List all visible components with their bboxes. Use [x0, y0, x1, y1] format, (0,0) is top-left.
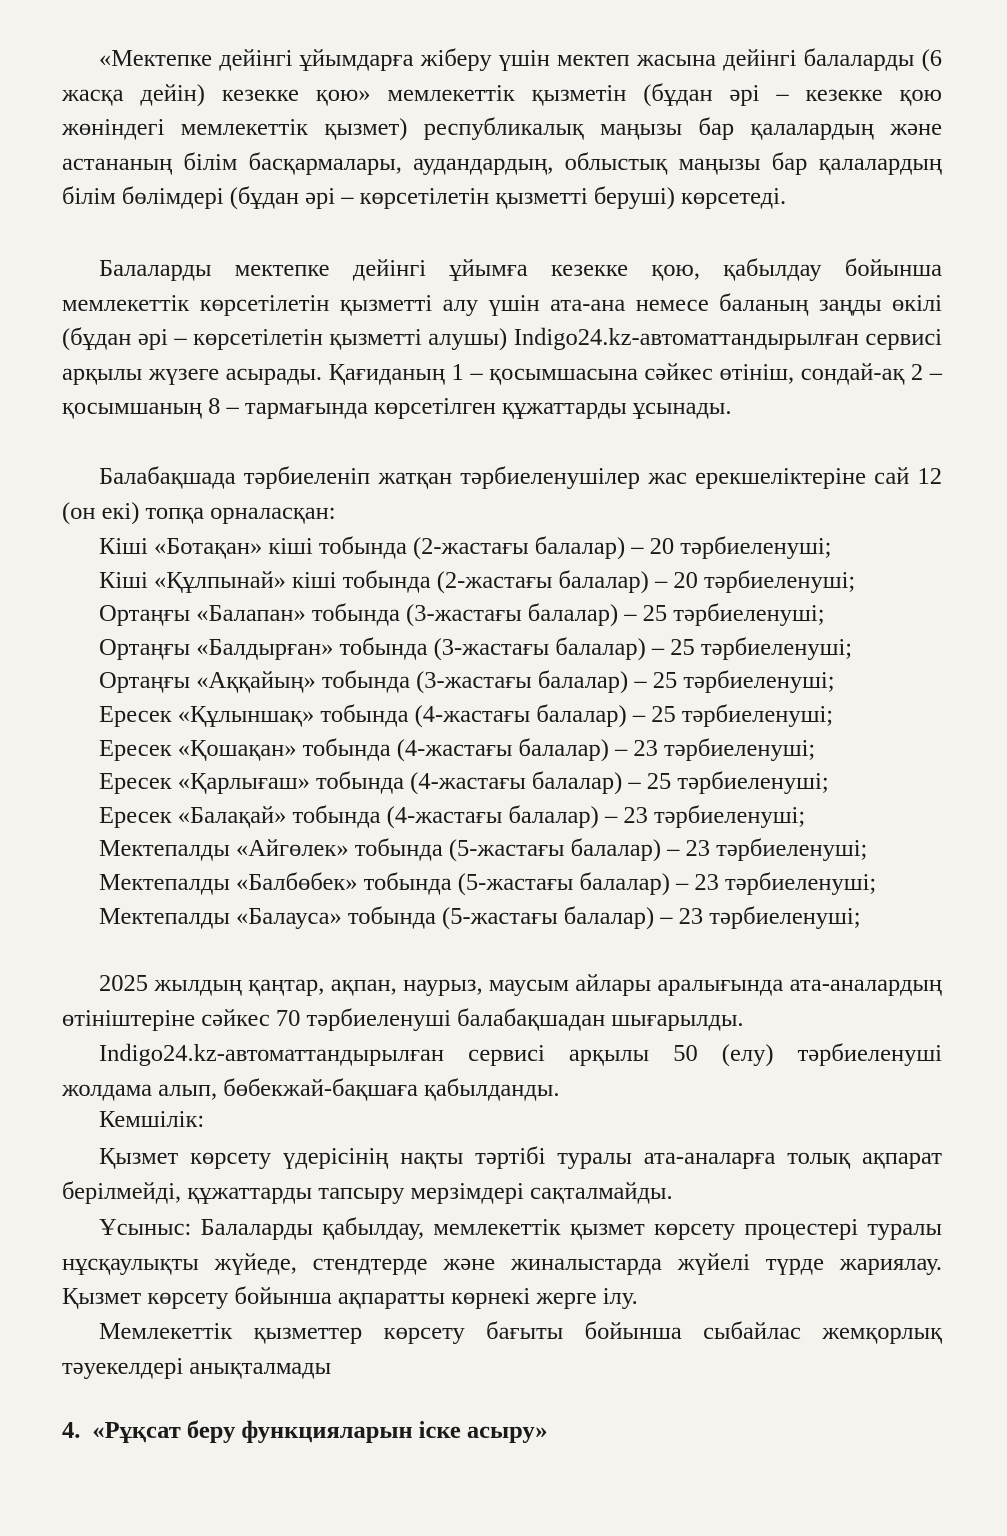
- list-item: Ортаңғы «Аққайың» тобында (3-жастағы балалар) – 25 тәрбиеленуші;: [99, 667, 835, 695]
- list-item: Ересек «Қошақан» тобында (4-жастағы балалар) – 23 тәрбиеленуші;: [99, 734, 816, 762]
- list-item: Кіші «Ботақан» кіші тобында (2-жастағы балалар) – 20 тәрбиеленуші;: [99, 533, 832, 560]
- list-item: Ересек «Қарлығаш» тобында (4-жастағы балалар) – 25 тәрбиеленуші;: [99, 768, 829, 796]
- list-item: Ортаңғы «Балдырған» тобында (3-жастағы балалар) – 25 тәрбиеленуші;: [99, 633, 853, 661]
- list-item: Ересек «Құлыншақ» тобында (4-жастағы балалар) – 25 тәрбиеленуші;: [99, 700, 834, 728]
- section-heading: [62, 1414, 548, 1449]
- list-item: Мектепалды «Балауса» тобында (5-жастағы балалар) – 23 тәрбиеленуші;: [99, 902, 861, 930]
- paragraph-corruption-risks: Мемлекеттік қызметтер көрсету бағыты бойынша сыбайлас жемқорлық тәуекелдері анықталмады: [62, 1318, 942, 1380]
- paragraph-queue-service: «Мектепке дейінгі ұйымдарға жіберу үшін мектеп жасына дейінгі балаларды (6 жасқа дейін) кезекке қою» мемлекеттік қызметін (бұдан әрі – кезекке қою жөніндегі мемлекеттік қызмет) республикалық маңызы бар қалалардың және астананың білім басқармалары, аудандардың, облыстық маңызы бар қалалардың білім бөлімдері (бұдан әрі – көрсетілетін қызметті беруші) көрсетеді.: [62, 45, 942, 211]
- list-item: Ересек «Балақай» тобында (4-жастағы балалар) – 23 тәрбиеленуші;: [99, 801, 806, 829]
- section-title: «Рұқсат беру функцияларын іске асыру»: [92, 1417, 548, 1444]
- list-item: Кіші «Құлпынай» кіші тобында (2-жастағы балалар) – 20 тәрбиеленуші;: [99, 566, 856, 594]
- paragraph-withdrawn: 2025 жылдың қаңтар, ақпан, наурыз, маусым айлары аралығында ата-аналардың өтініштеріне сәйкес 70 тәрбиеленуші балабақшадан шығарылды.: [62, 970, 942, 1032]
- list-item: Мектепалды «Айгөлек» тобында (5-жастағы балалар) – 23 тәрбиеленуші;: [99, 835, 868, 863]
- paragraph-admitted: Indigo24.kz-автоматтандырылған сервисі арқылы 50 (елу) тәрбиеленуші жолдама алып, бөбекжай-бақшаға қабылданды.: [62, 1040, 942, 1102]
- section-number: 4.: [62, 1417, 81, 1444]
- groups-list: [99, 530, 876, 933]
- paragraph-deficiency: Қызмет көрсету үдерісінің нақты тәртібі туралы ата-аналарға толық ақпарат берілмейді, құжаттарды тапсыру мерзімдері сақталмайды.: [62, 1143, 942, 1205]
- list-item: Ортаңғы «Балапан» тобында (3-жастағы балалар) – 25 тәрбиеленуші;: [99, 600, 825, 628]
- paragraph-indigo-service: Балаларды мектепке дейінгі ұйымға кезекке қою, қабылдау бойынша мемлекеттік көрсетілетін қызметті алу үшін ата-ана немесе баланың заңды өкілі (бұдан әрі – көрсетілетін қызметті алушы) Indigo24.kz-автоматтандырылған сервисі арқылы жүзеге асырады. Қағиданың 1 – қосымшасына сәйкес өтініш, сондай-ақ 2 – қосымшаның 8 – тармағында көрсетілген құжаттарды ұсынады.: [62, 255, 942, 421]
- paragraph-recommendation: Ұсыныс: Балаларды қабылдау, мемлекеттік қызмет көрсету процестері туралы нұсқаулықты жүйеде, стендтерде және жиналыстарда жүйелі түрде жариялау. Қызмет көрсету бойынша ақпаратты көрнекі жерге ілу.: [62, 1214, 942, 1311]
- paragraph-deficiency-label: Кемшілік:: [99, 1106, 205, 1133]
- paragraph-groups-intro: Балабақшада тәрбиеленіп жатқан тәрбиеленушілер жас ерекшеліктеріне сай 12 (он екі) топқа орналасқан:: [62, 463, 942, 525]
- list-item: Мектепалды «Балбөбек» тобында (5-жастағы балалар) – 23 тәрбиеленуші;: [99, 868, 877, 896]
